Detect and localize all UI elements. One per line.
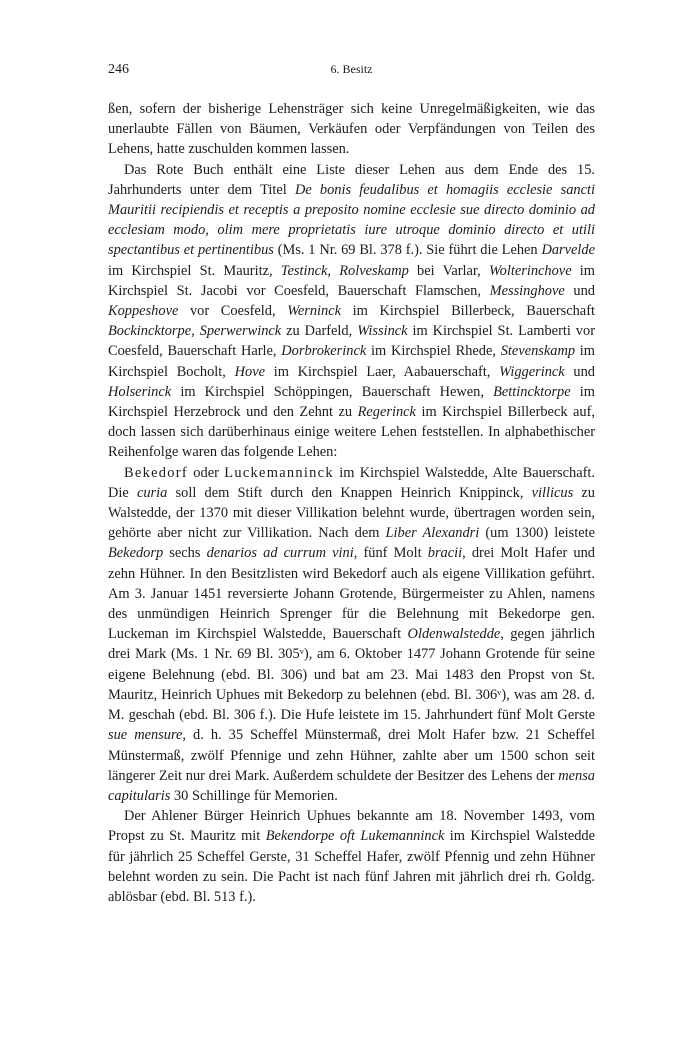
text-run: (Ms. 1 Nr. 69 Bl. 378 f.). Sie führt die Lehen <box>273 242 542 259</box>
body-text <box>108 99 595 907</box>
italic-term: curia <box>136 484 168 501</box>
italic-term: Regerinck <box>357 404 416 421</box>
italic-term: Stevenskamp <box>500 343 576 360</box>
paragraph <box>108 99 595 160</box>
text-run: im Kirchspiel Herzebrock und den Zehnt zu <box>108 383 595 421</box>
paragraph <box>108 160 595 463</box>
italic-term: sue mensure <box>108 727 183 744</box>
text-run: (um 1300) leistete <box>479 525 595 542</box>
text-run: , fünf Molt <box>353 545 428 562</box>
italic-term: Hove <box>234 363 265 380</box>
text-run: im Kirchspiel Walstedde, Alte Bauerschaft. Die <box>108 464 596 501</box>
spaced-term: Luckemanninck <box>224 464 334 481</box>
text-run: sechs <box>163 545 207 562</box>
page-header <box>108 62 595 82</box>
italic-term: Liber Alexandri <box>385 525 480 542</box>
italic-term: Wolterinchove <box>488 262 572 279</box>
text-run: im Kirchspiel St. Mauritz, <box>108 262 281 279</box>
spaced-term: Bekedorf <box>124 464 188 481</box>
italic-term: Koppeshove <box>108 303 179 320</box>
text-run: im Kirchspiel St. Lamberti vor Coesfeld, Bauerschaft Harle, <box>108 323 595 360</box>
text-run: ßen, sofern der bisherige Lehensträger sich keine Unregelmäßigkeiten, wie das unerlaubte Fällen von Bäumen, Verkäufen oder Verpfändungen von Teilen des Lehens, hatte zuschulden kommen lassen. <box>108 101 595 158</box>
paragraph <box>108 463 595 806</box>
page-number: 246 <box>108 62 129 77</box>
italic-term: Werninck <box>287 303 342 320</box>
text-run: im Kirchspiel St. Jacobi vor Coesfeld, Bauerschaft Flamschen, <box>108 262 595 299</box>
italic-term: Holserinck <box>108 383 172 400</box>
running-head: 6. Besitz <box>330 62 373 76</box>
text-run: 30 Schillinge für Memorien. <box>170 787 338 804</box>
italic-term: Bekendorpe oft Lukemanninck <box>265 828 445 845</box>
text-run: im Kirchspiel Schöppingen, Bauerschaft Hewen, <box>171 383 494 400</box>
text-run: bei Varlar, <box>408 262 489 279</box>
italic-term: Messinghove <box>489 282 565 299</box>
text-run: Das Rote Buch enthält eine Liste dieser Lehen aus dem Ende des 15. Jahrhunderts unter dem Titel <box>108 161 595 198</box>
italic-term: Testinck, Rolveskamp <box>280 262 409 279</box>
text-run: und <box>564 363 596 380</box>
text-run: im Kirchspiel Billerbeck, Bauerschaft <box>341 303 595 320</box>
italic-term: De bonis feudalibus et homagiis ecclesie sancti Mauritii recipiendis et receptis a preposito nomine ecclesie sue directo dominio ad ecclesiam modo, olim mere proprietatis iure utroque dominio directo et utili spectantibus et pertinentibus <box>108 181 595 259</box>
italic-term: Dorbrokerinck <box>281 343 367 360</box>
italic-term: villicus <box>531 484 574 501</box>
italic-term: Oldenwalstedde <box>407 626 501 643</box>
italic-term: Wissinck <box>357 323 408 340</box>
italic-term: Darvelde <box>541 242 595 259</box>
italic-term: Wiggerinck <box>499 363 565 380</box>
text-run: soll dem Stift durch den Knappen Heinrich Knippinck, <box>167 484 532 501</box>
italic-term: Bettincktorpe <box>493 383 571 400</box>
text-run: im Kirchspiel Rhede, <box>366 343 501 360</box>
italic-term: denarios ad currum vini <box>206 545 354 562</box>
text-run: Der Ahlener Bürger Heinrich Uphues bekannte am 18. November 1493, vom Propst zu St. Mauritz mit <box>108 808 595 845</box>
text-run: im Kirchspiel Laer, Aabauerschaft, <box>264 363 500 380</box>
text-run: im Kirchspiel Bocholt, <box>108 343 595 380</box>
italic-term: Bekedorp <box>108 545 164 562</box>
text-run: , d. h. 35 Scheffel Münstermaß, drei Molt Hafer bzw. 21 Scheffel Münstermaß, zwölf Pfennige und zehn Hühner, zahlte aber um 1500 schon seit längerer Zeit nur drei Mark. Außerdem schuldete der Besitzer des Lehens der <box>108 727 595 784</box>
text-run: , gegen jährlich drei Mark (Ms. 1 Nr. 69 Bl. 305ᵛ), am 6. Oktober 1477 Johann Grotende für seine eigene Belehnung (ebd. Bl. 306) und bat am 23. Mai 1483 den Propst von St. Mauritz, Heinrich Uphues mit Bekedorp zu belehnen (ebd. Bl. 306ᵛ), was am 28. d. M. geschah (ebd. Bl. 306 f.). Die Hufe leistete im 15. Jahrhundert fünf Molt Gerste <box>108 626 596 724</box>
text-run: im Kirchspiel Billerbeck auf, doch lassen sich darüberhinaus einige weitere Lehen feststellen. In alphabethischer Reihenfolge waren das folgende Lehen: <box>108 404 595 461</box>
text-run: zu Darfeld, <box>281 323 358 340</box>
text-run: , drei Molt Hafer und zehn Hühner. In den Besitzlisten wird Bekedorf auch als eigene Villikation geführt. Am 3. Januar 1451 reversierte Johann Grotende, Bürgermeister zu Ahlen, namens des unmündigen Heinrich Sprenger für die Belehnung mit Bekedorpe gen. Luckeman im Kirchspiel Walstedde, Bauerschaft <box>108 545 595 643</box>
italic-term: mensa capitularis <box>108 767 595 804</box>
text-run: vor Coesfeld, <box>178 303 288 320</box>
paragraph <box>108 806 595 907</box>
italic-term: bracii <box>427 545 463 562</box>
text-run: zu Walstedde, der 1370 mit dieser Villikation belehnt wurde, übertragen worden sein, gehörte aber nicht zur Villikation. Nach dem <box>108 484 595 542</box>
text-run: oder <box>187 464 225 481</box>
text-run: im Kirchspiel Walstedde für jährlich 25 Scheffel Gerste, 31 Scheffel Hafer, zwölf Pfennig und zehn Hühner belehnt worden zu sein. Die Pacht ist nach fünf Jahren mit jährlich drei rh. Goldg. ablösbar (ebd. Bl. 513 f.). <box>108 828 596 905</box>
italic-term: Bockincktorpe, Sperwerwinck <box>108 323 282 340</box>
text-run: und <box>564 282 596 299</box>
